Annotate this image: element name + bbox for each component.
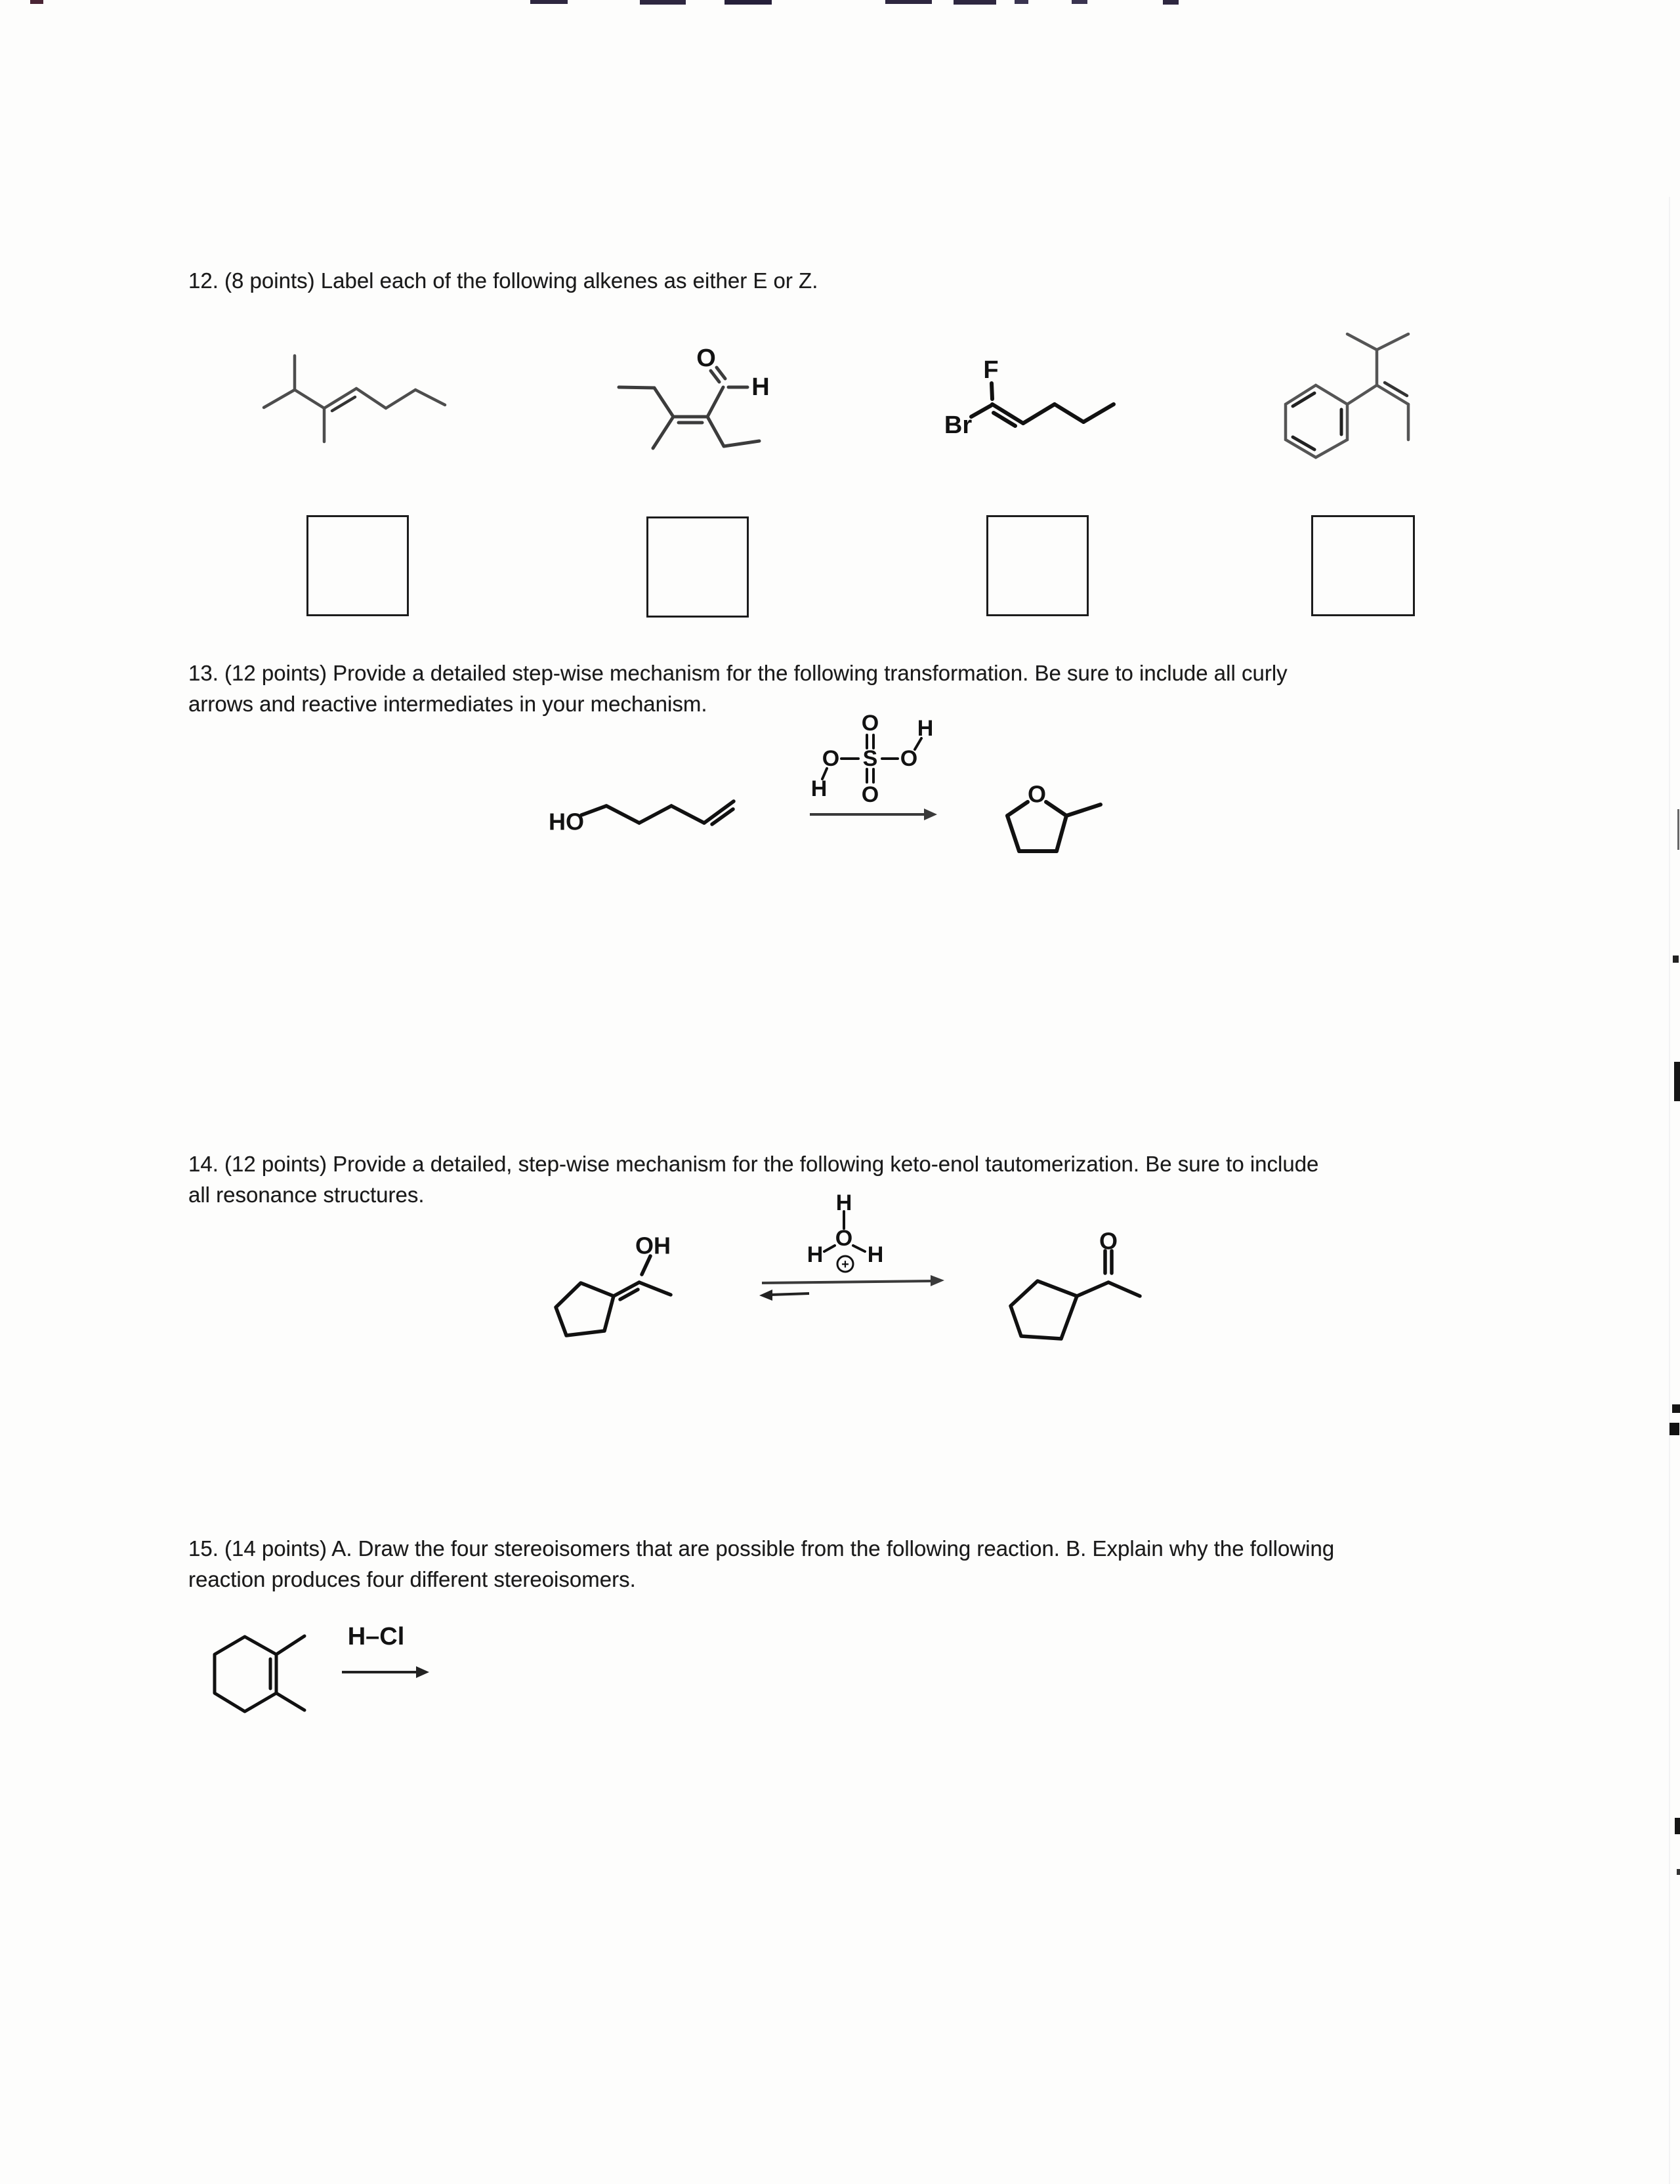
oxygen-label: O — [861, 782, 879, 807]
alkene-structure-2-aldehyde — [604, 341, 781, 459]
question-line: 14. (12 points) Provide a detailed, step-wise mechanism for the following keto-enol tautomerization. Be sure to include — [188, 1152, 1319, 1176]
oxygen-label: O — [822, 746, 840, 771]
alkene-structure-3-halo — [938, 354, 1129, 446]
question-12-text — [188, 265, 818, 296]
question-line: all resonance structures. — [188, 1183, 425, 1207]
fluorine-label: F — [983, 356, 999, 384]
scan-artifact — [640, 0, 686, 5]
oxygen-label: O — [900, 746, 918, 771]
enol-skeleton — [556, 1256, 671, 1335]
alkene-structure-4-phenyl — [1267, 322, 1424, 466]
reaction-arrow — [342, 1666, 429, 1678]
scan-artifact — [1677, 809, 1679, 850]
answer-box-4[interactable] — [1311, 515, 1415, 616]
q15-reaction-scheme — [197, 1614, 479, 1739]
hydrogen-label: H — [810, 776, 828, 801]
oxygen-label: O — [835, 1226, 853, 1251]
question-line: arrows and reactive intermediates in your mechanism. — [188, 692, 707, 716]
ketone-skeleton — [1011, 1251, 1140, 1339]
reaction-arrow — [810, 808, 937, 820]
scan-artifact — [885, 0, 932, 4]
equilibrium-arrows — [759, 1275, 944, 1301]
pentenol-skeleton — [581, 801, 734, 824]
hydroxyl-label: HO — [549, 808, 584, 835]
scan-artifact — [1163, 0, 1179, 5]
hcl-reagent-label: H–Cl — [347, 1623, 405, 1650]
scan-artifact — [30, 0, 43, 4]
q14-reaction-scheme — [545, 1181, 1168, 1358]
scan-artifact — [954, 0, 996, 5]
methyl-thf-skeleton — [1007, 802, 1101, 851]
hydrogen-label: H — [867, 1242, 884, 1267]
alkene-structure-1 — [249, 341, 459, 453]
scan-artifact — [1015, 0, 1028, 4]
hydrogen-label: H — [835, 1190, 852, 1215]
answer-box-1[interactable] — [306, 515, 409, 616]
answer-box-2[interactable] — [646, 516, 749, 618]
hydroxyl-label: OH — [635, 1232, 671, 1259]
scan-artifact — [530, 0, 568, 4]
question-line: reaction produces four different stereoisomers. — [188, 1567, 636, 1591]
hydrogen-label: H — [917, 716, 934, 741]
scan-artifact — [1072, 0, 1087, 4]
oxygen-label: O — [1099, 1227, 1118, 1255]
scan-artifact — [1670, 1423, 1679, 1435]
oxygen-label: O — [696, 345, 716, 372]
oxygen-label: O — [861, 711, 879, 736]
scan-artifact — [1672, 1404, 1680, 1413]
scan-artifact — [1677, 1869, 1680, 1875]
bromine-label: Br — [944, 411, 973, 439]
scan-artifact — [724, 0, 772, 5]
sulfur-label: S — [862, 746, 878, 771]
scan-artifact — [1675, 1818, 1680, 1834]
hydrogen-label: H — [807, 1242, 824, 1267]
q13-reaction-scheme — [538, 709, 1129, 873]
dimethylcyclohexene-skeleton — [215, 1636, 304, 1712]
scan-artifact — [1669, 197, 1670, 2184]
answer-box-3[interactable] — [986, 515, 1089, 616]
plus-charge-label: + — [841, 1257, 849, 1272]
oxygen-label: O — [1027, 780, 1047, 808]
question-line: 12. (8 points) Label each of the following alkenes as either E or Z. — [188, 268, 818, 293]
question-line: 15. (14 points) A. Draw the four stereoisomers that are possible from the following reaction. B. Explain why the following — [188, 1536, 1335, 1561]
scan-artifact — [1673, 956, 1679, 963]
question-line: 13. (12 points) Provide a detailed step-wise mechanism for the following transformation. Be sure to include all curly — [188, 661, 1288, 685]
scan-artifact — [1674, 1062, 1680, 1101]
hydrogen-label: H — [751, 373, 770, 401]
question-15-text — [188, 1533, 1334, 1595]
